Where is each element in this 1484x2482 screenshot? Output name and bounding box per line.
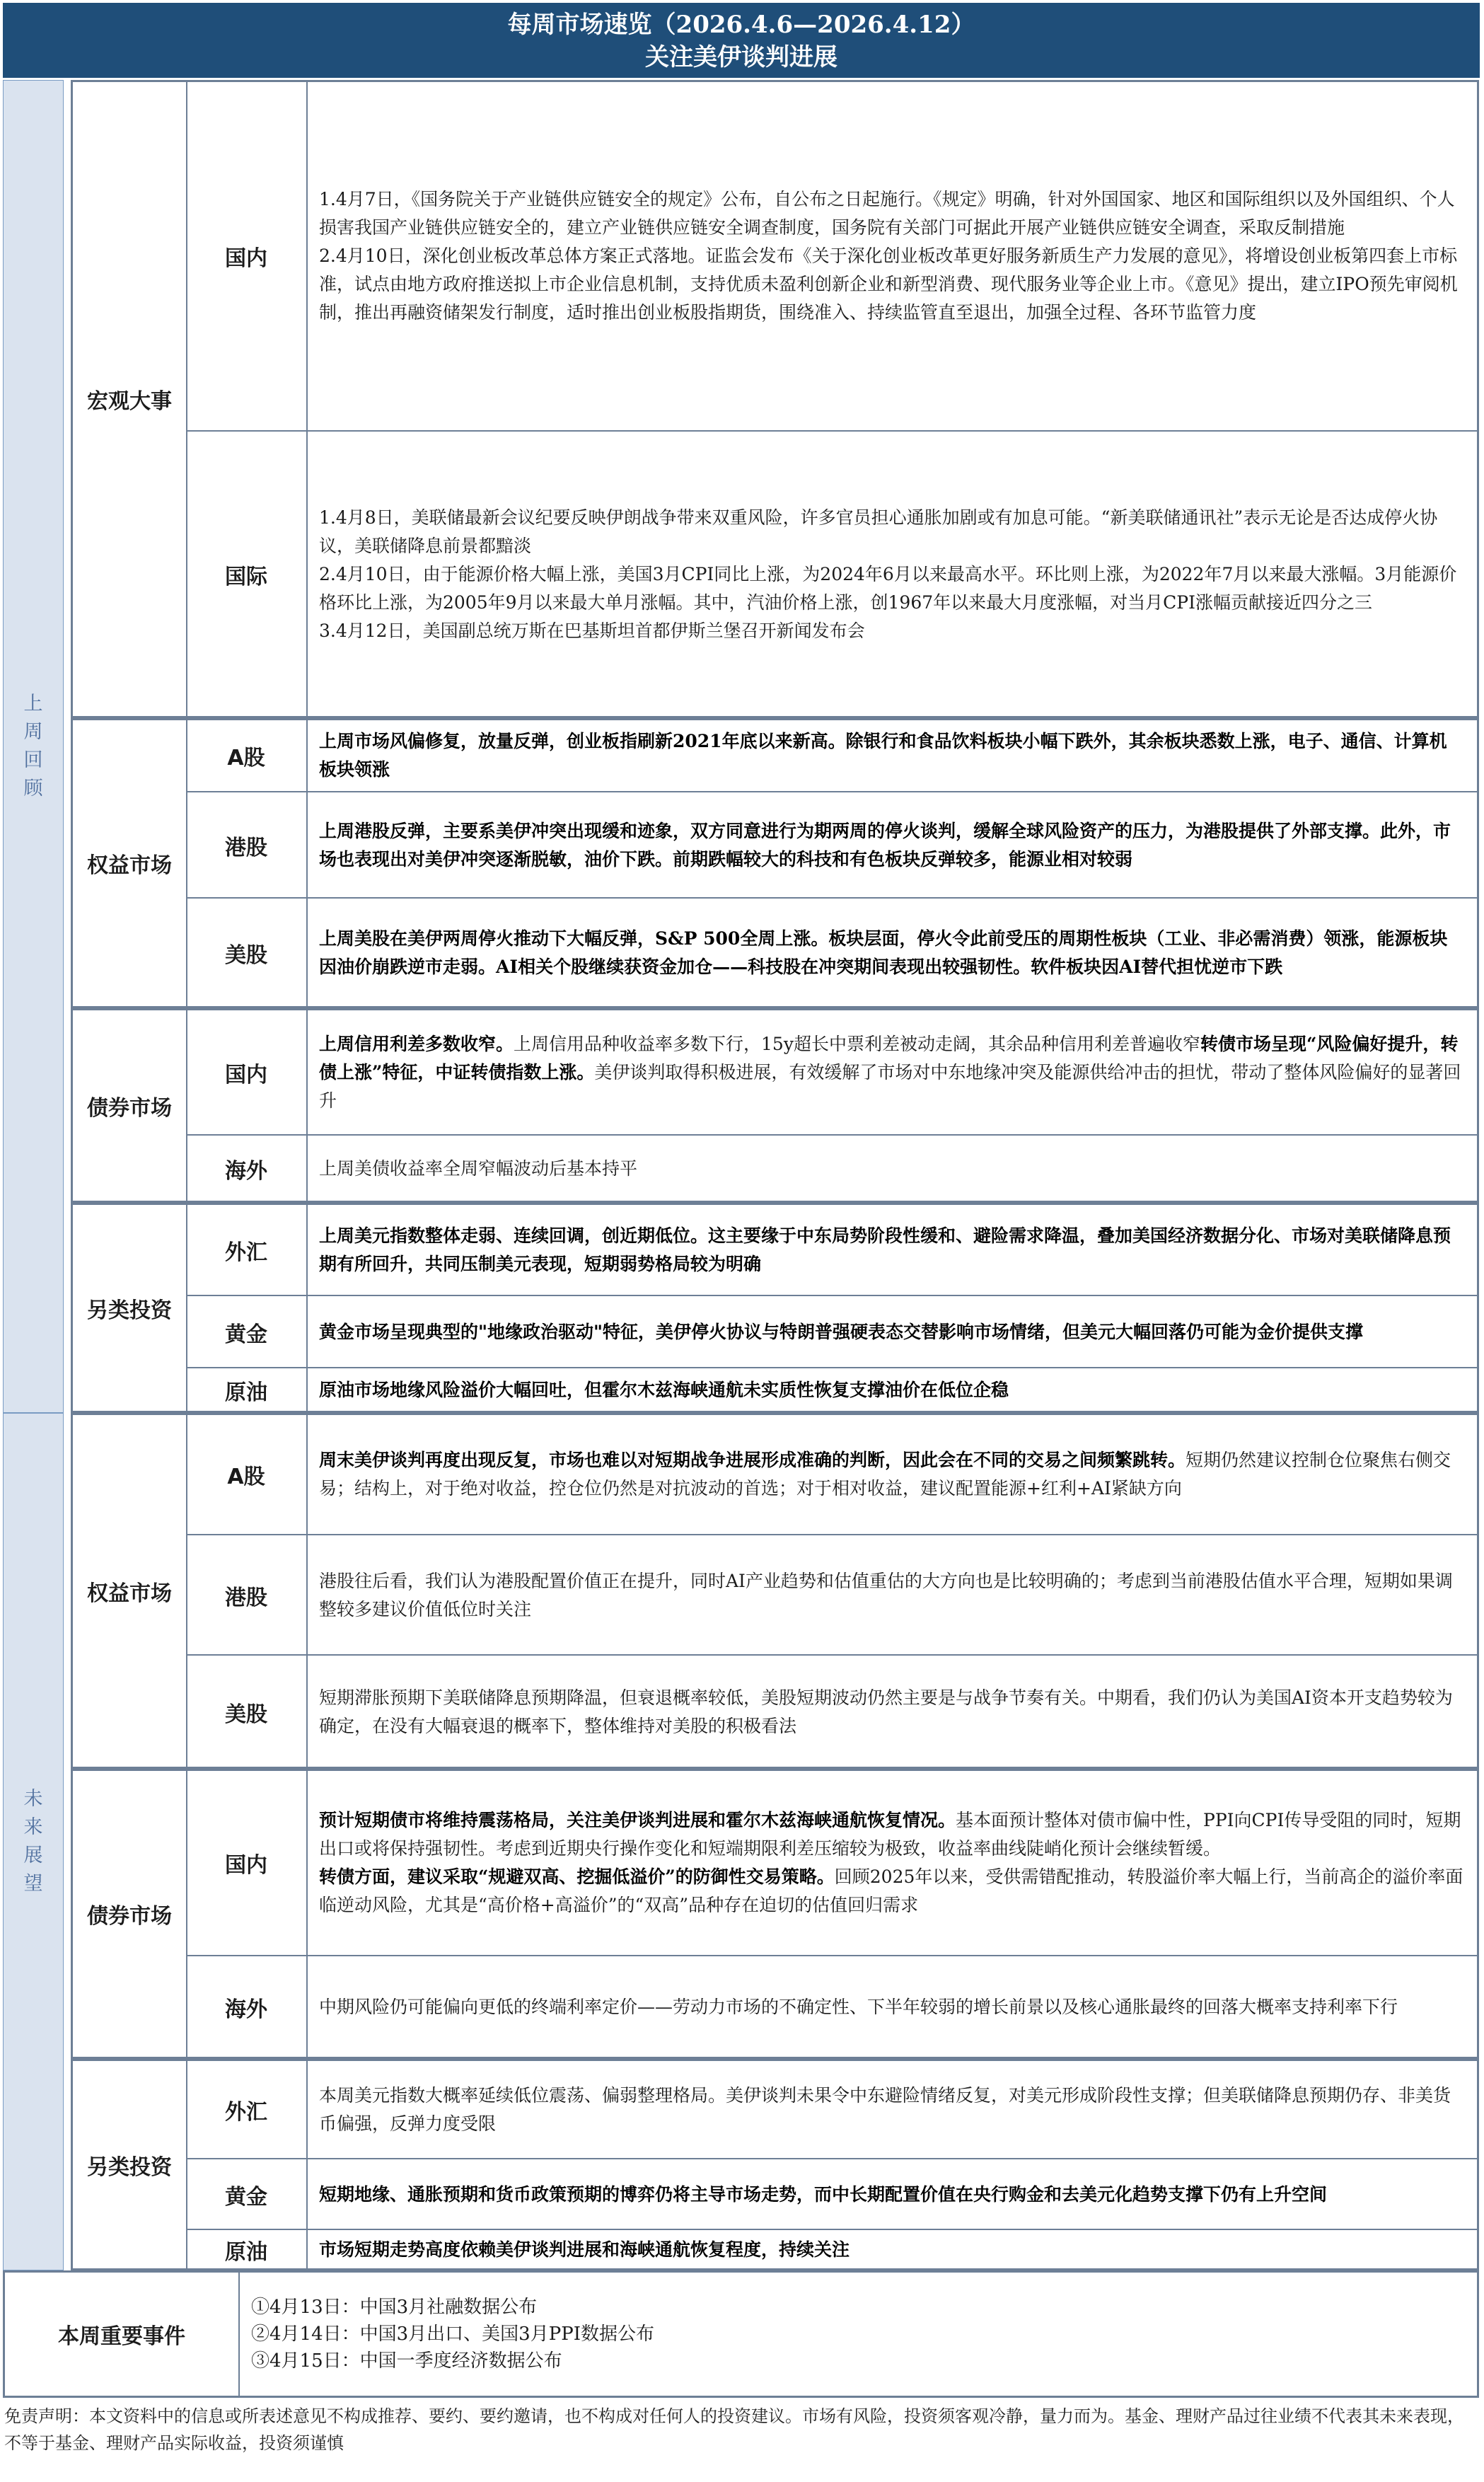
section-review-text: 上周回顾: [23, 693, 43, 800]
events-item: ②4月14日：中国3月出口、美国3月PPI数据公布: [251, 2324, 654, 2345]
outlook-bond-label: 债券市场: [73, 1771, 187, 2057]
review-macro-domestic-label: 国内: [186, 82, 308, 430]
review-alt-gold-label: 黄金: [186, 1296, 308, 1368]
outlook-equity-a-text: 周末美伊谈判再度出现反复，市场也难以对短期战争进展形成准确的判断，因此会在不同的交易之间频繁跳转。短期仍然建议控制仓位聚焦右侧交易；结构上，对于绝对收益，控仓位仍然是对抗波动的首选；对于相对收益，建议配置能源+红利+AI紧缺方向: [319, 1450, 1451, 1499]
review-alt-fx-label: 外汇: [186, 1205, 308, 1295]
outlook-alt-oil-content: 市场短期走势高度依赖美伊谈判进展和海峡通航恢复程度，持续关注: [319, 2239, 850, 2260]
outlook-equity-group: [71, 1413, 1479, 1769]
review-bond-domestic-row: [73, 1010, 1477, 1134]
review-equity-us-content: 上周美股在美伊两周停火推动下大幅反弹，S&P 500全周上涨。板块层面，停火令此前受压的周期性板块（工业、非必需消费）领涨，能源板块因油价崩跌逆市走弱。AI相关个股继续获资金加仓——科技股在冲突期间表现出较强韧性。软件板块因AI替代担忧逆市下跌: [319, 928, 1448, 977]
outlook-alt-fx-row: [73, 2061, 1477, 2158]
outlook-equity-us-label: 美股: [186, 1656, 308, 1768]
review-equity-hk-row: [186, 791, 1477, 899]
review-bond-overseas-row: [186, 1134, 1477, 1202]
review-alt-fx-row: [73, 1205, 1477, 1295]
outlook-bond-overseas-content: 中期风险仍可能偏向更低的终端利率定价——劳动力市场的不确定性、下半年较弱的增长前景以及核心通胀最终的回落大概率支持利率下行: [319, 1997, 1398, 2017]
outlook-equity-a-label: A股: [186, 1415, 308, 1534]
section-outlook-label: [3, 1413, 64, 2270]
outlook-equity-hk-label: 港股: [186, 1535, 308, 1656]
section-review-label: [3, 80, 64, 1413]
outlook-equity-label: 权益市场: [73, 1415, 187, 1767]
outlook-bond-domestic-row: [73, 1771, 1477, 1955]
outlook-equity-a-row: [73, 1415, 1477, 1534]
review-equity-us-label: 美股: [186, 899, 308, 1008]
events-item: ③4月15日：中国一季度经济数据公布: [251, 2350, 562, 2372]
outlook-alt-fx-content: 本周美元指数大概率延续低位震荡、偏弱整理格局。美伊谈判未果令中东避险情绪反复，对美元形成阶段性支撑；但美联储降息预期仍存、非美货币偏强，反弹力度受限: [319, 2084, 1451, 2134]
outlook-alt-gold-row: [186, 2158, 1477, 2230]
review-equity-us-row: [186, 897, 1477, 1008]
outlook-bond-domestic-label: 国内: [186, 1771, 308, 1955]
outlook-alt-gold-content: 短期地缘、通胀预期和货币政策预期的博弈仍将主导市场走势，而中长期配置价值在央行购金和去美元化趋势支撑下仍有上升空间: [319, 2184, 1328, 2205]
page-header: [3, 3, 1480, 78]
review-equity-a-content: 上周市场风偏修复，放量反弹，创业板指刷新2021年底以来新高。除银行和食品饮料板块小幅下跌外，其余板块悉数上涨，电子、通信、计算机板块领涨: [319, 731, 1447, 780]
events-list: [238, 2273, 1477, 2396]
outlook-equity-us-content: 短期滞胀预期下美联储降息预期降温，但衰退概率较低，美股短期波动仍然主要是与战争节奏有关。中期看，我们仍认为美国AI资本开支趋势较为确定，在没有大幅衰退的概率下，整体维持对美股的积极看法: [319, 1687, 1453, 1736]
review-macro-intl-item: 2.4月10日，由于能源价格大幅上涨，美国3月CPI同比上涨，为2024年6月以来最高水平。环比则上涨，为2022年7月以来最大涨幅。3月能源价格环比上涨，为2005年9月以来最大单月涨幅。其中，汽油价格上涨，创1967年以来最大月度涨幅，对当月CPI涨幅贡献接近四分之三: [319, 564, 1457, 613]
outlook-alt-oil-row: [186, 2229, 1477, 2270]
review-macro-domestic-row: [73, 82, 1477, 430]
outlook-alt-label: 另类投资: [73, 2061, 187, 2268]
review-equity-label: 权益市场: [73, 720, 187, 1006]
review-macro-domestic-content: [306, 82, 1477, 430]
review-bond-overseas-content: 上周美债收益率全周窄幅波动后基本持平: [319, 1158, 638, 1179]
review-alt-gold-row: [186, 1295, 1477, 1368]
outlook-equity-hk-row: [186, 1534, 1477, 1656]
review-bond-label: 债券市场: [73, 1010, 187, 1201]
review-macro-intl-content: [306, 432, 1477, 717]
review-macro-intl-row: [186, 430, 1477, 717]
outlook-alt-group: [71, 2059, 1479, 2270]
review-macro-label: 宏观大事: [73, 82, 187, 716]
events-label: 本周重要事件: [5, 2273, 240, 2396]
page-subtitle: 关注美伊谈判进展: [645, 43, 837, 71]
review-equity-group: [71, 718, 1479, 1008]
review-macro-intl-item: 1.4月8日，美联储最新会议纪要反映伊朗战争带来双重风险，许多官员担心通胀加剧或有加息可能。“新美联储通讯社”表示无论是否达成停火协议，美联储降息前景都黯淡: [319, 507, 1438, 556]
review-bond-domestic-content: [306, 1010, 1477, 1134]
outlook-bond-domestic-content: [306, 1771, 1477, 1955]
review-alt-fx-content: 上周美元指数整体走弱、连续回调，创近期低位。这主要缘于中东局势阶段性缓和、避险需求降温，叠加美国经济数据分化、市场对美联储降息预期有所回升，共同压制美元表现，短期弱势格局较为明确: [319, 1225, 1451, 1274]
review-macro-intl-label: 国际: [186, 432, 308, 717]
outlook-alt-fx-label: 外汇: [186, 2061, 308, 2158]
outlook-equity-hk-content: 港股往后看，我们认为港股配置价值正在提升，同时AI产业趋势和估值重估的大方向也是比较明确的；考虑到当前港股估值水平合理，短期如果调整较多建议价值低位时关注: [319, 1571, 1453, 1620]
review-equity-a-row: [73, 720, 1477, 791]
disclaimer: 免责声明：本文资料中的信息或所表述意见不构成推荐、要约、要约邀请，也不构成对任何人的投资建议。市场有风险，投资须客观冷静，量力而为。基金、理财产品过往业绩不代表其未来表现，不等于基金、理财产品实际收益，投资须谨慎: [4, 2406, 1464, 2453]
review-macro-group: [71, 80, 1479, 718]
review-bond-domestic-label: 国内: [186, 1010, 308, 1134]
review-alt-oil-content: 原油市场地缘风险溢价大幅回吐，但霍尔木兹海峡通航未实质性恢复支撑油价在低位企稳: [319, 1380, 1009, 1400]
outlook-bond-group: [71, 1769, 1479, 2059]
review-macro-domestic-item: 2.4月10日，深化创业板改革总体方案正式落地。证监会发布《关于深化创业板改革更好服务新质生产力发展的意见》，将增设创业板第四套上市标准，试点由地方政府推送拟上市企业信息机制，支持优质未盈利创新企业和新型消费、现代服务业等企业上市。《意见》提出，建立IPO预先审阅机制，推出再融资储架发行制度，适时推出创业板股指期货，围绕准入、持续监管直至退出，加强全过程、各环节监管力度: [319, 246, 1458, 323]
review-macro-domestic-item: 1.4月7日，《国务院关于产业链供应链安全的规定》公布，自公布之日起施行。《规定》明确，针对外国国家、地区和国际组织以及外国组织、个人损害我国产业链供应链安全的，建立产业链供应链安全调查制度，国务院有关部门可据此开展产业链供应链安全调查，采取反制措施: [319, 189, 1455, 238]
page-title: 每周市场速览（2026.4.6—2026.4.12）: [507, 11, 975, 39]
review-alt-gold-content: 黄金市场呈现典型的"地缘政治驱动"特征，美伊停火协议与特朗普强硬表态交替影响市场情绪，但美元大幅回落仍可能为金价提供支撑: [319, 1322, 1364, 1342]
outlook-alt-oil-label: 原油: [186, 2230, 308, 2270]
review-alt-oil-row: [186, 1367, 1477, 1412]
review-bond-overseas-label: 海外: [186, 1136, 308, 1202]
events-group: [3, 2270, 1479, 2398]
outlook-equity-a-content: [306, 1415, 1477, 1534]
events-item: ①4月13日：中国3月社融数据公布: [251, 2297, 538, 2318]
outlook-bond-domestic-text-2: 转债方面，建议采取“规避双高、挖掘低溢价”的防御性交易策略。回顾2025年以来，受供需错配推动，转股溢价率大幅上行，当前高企的溢价率面临逆动风险，尤其是“高价格+高溢价”的“双高”品种存在迫切的估值回归需求: [319, 1866, 1463, 1915]
outlook-alt-gold-label: 黄金: [186, 2159, 308, 2230]
review-equity-hk-content: 上周港股反弹，主要系美伊冲突出现缓和迹象，双方同意进行为期两周的停火谈判，缓解全球风险资产的压力，为港股提供了外部支撑。此外，市场也表现出对美伊冲突逐渐脱敏，油价下跌。前期跌幅较大的科技和有色板块反弹较多，能源业相对较弱: [319, 821, 1451, 870]
review-alt-oil-label: 原油: [186, 1368, 308, 1412]
outlook-bond-domestic-text-1: 预计短期债市将维持震荡格局，关注美伊谈判进展和霍尔木兹海峡通航恢复情况。基本面预计整体对债市偏中性，PPI向CPI传导受阻的同时，短期出口或将保持强韧性。考虑到近期央行操作变化和短端期限利差压缩较为极致，收益率曲线陡峭化预计会继续暂缓。: [319, 1810, 1461, 1859]
outlook-equity-us-row: [186, 1654, 1477, 1768]
review-macro-intl-item: 3.4月12日，美国副总统万斯在巴基斯坦首都伊斯兰堡召开新闻发布会: [319, 620, 865, 641]
review-equity-hk-label: 港股: [186, 792, 308, 899]
review-bond-group: [71, 1008, 1479, 1203]
review-alt-group: [71, 1203, 1479, 1413]
outlook-bond-overseas-row: [186, 1955, 1477, 2058]
outlook-bond-overseas-label: 海外: [186, 1956, 308, 2058]
section-outlook-text: 未来展望: [23, 1788, 43, 1895]
review-alt-label: 另类投资: [73, 1205, 187, 1411]
review-equity-a-label: A股: [186, 720, 308, 791]
review-bond-domestic-text: 上周信用利差多数收窄。上周信用品种收益率多数下行，15y超长中票利差被动走阔，其余品种信用利差普遍收窄转债市场呈现“风险偏好提升，转债上涨”特征，中证转债指数上涨。美伊谈判取得积极进展，有效缓解了市场对中东地缘冲突及能源供给冲击的担忧，带动了整体风险偏好的显著回升: [319, 1033, 1461, 1111]
